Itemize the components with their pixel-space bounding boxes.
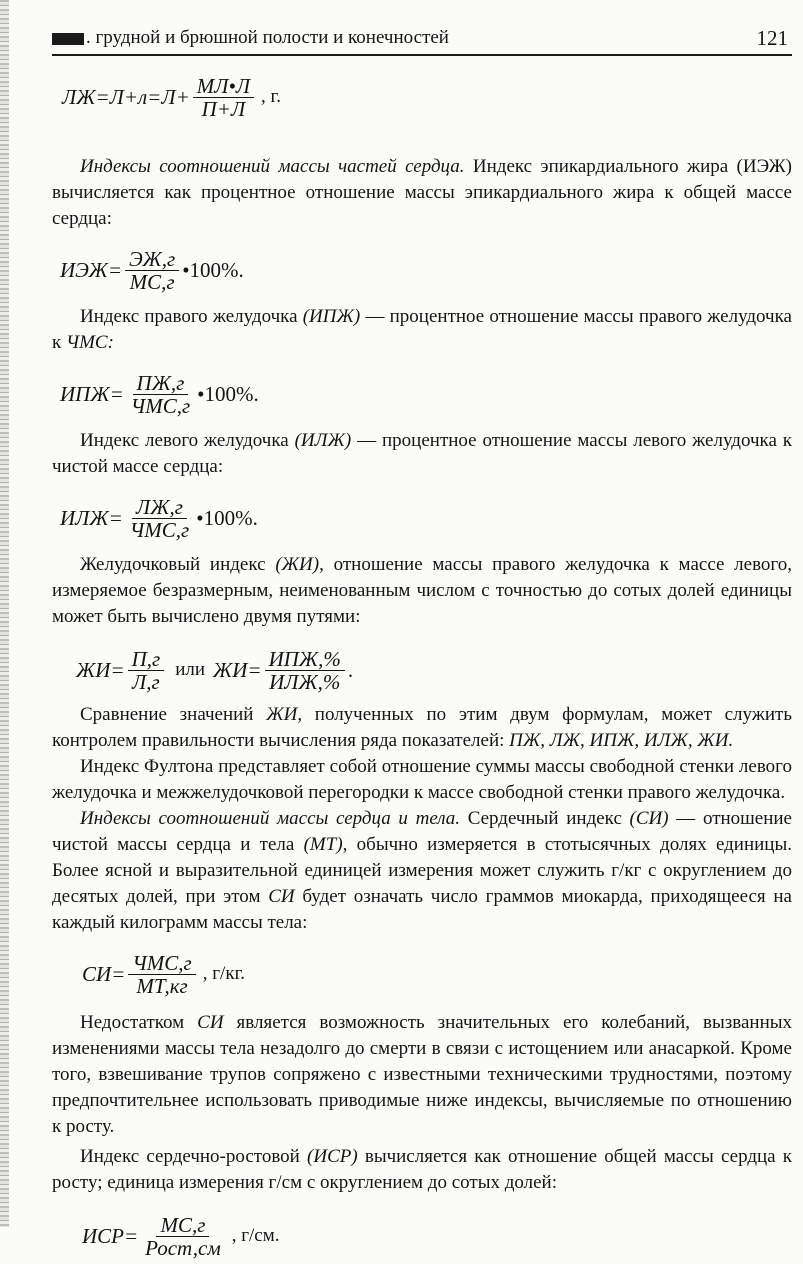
fraction-numerator: ЛЖ,г [132,496,187,519]
text: является возможность значительных его колебаний, вызванных изменениями массы тела незадолго до смерти в связи с истощением или анасаркой. Кроме того, взвешивание трупов сопряжено с известными техническими трудностями, поэтому предпочтительнее использовать приводимые ниже индексы, вычисляемые по отношению к росту. [52,1012,792,1137]
formula-lhs: ЖИ= [213,657,262,682]
fraction-denominator: Л,г [132,669,160,694]
text: — процентное отношение массы левого желудочка к чистой массе сердца: [52,430,792,477]
fraction-denominator: П+Л [201,96,246,121]
formula-lhs: СИ= [82,961,126,986]
abbr: (МТ) [303,834,343,855]
abbr: СИ [268,886,295,907]
text: Индекс Фултона представляет собой отношение суммы массы свободной стенки левого желудочка и межжелудочковой перегородки к массе свободной стенки правого желудочка. [52,756,792,803]
fraction [128,952,195,997]
text: , обычно измеряется в стотысячных долях единицы. Более ясной и выразительной единицей измерения может служить г/кг с округлением до десятых долей, при этом [52,834,792,907]
text: Сравнение значений [80,704,267,725]
fraction-numerator: ИПЖ,% [265,648,345,671]
fraction [125,248,179,293]
fraction-denominator: МТ,кг [136,973,188,998]
paragraph-ilzh [52,428,792,480]
text: — отношение чистой массы сердца и тела [52,808,792,855]
fraction-numerator: МЛ•Л [193,75,254,98]
text: Индекс сердечно-ростовой [80,1146,308,1167]
formula-end: . [347,657,354,682]
paragraph-zhi-check [52,702,792,754]
fraction-numerator: ПЖ,г [133,372,189,395]
formula-rhs: •100%. [197,381,259,406]
formula-zhi [76,642,792,698]
abbr: ЧМС: [65,332,114,353]
formula-connector: или [175,659,206,680]
text: Недостатком [80,1012,198,1033]
fraction [265,648,345,693]
text: , полученных по этим двум формулам, может служить контролем правильности вычисления ряда показателей: [52,704,792,751]
formula-si [82,946,792,1002]
page-binding-edge [0,0,9,1227]
formula-lhs: ЛЖ=Л+л=Л+ [62,84,190,109]
formula-rhs: •100%. [182,257,244,282]
fraction-denominator: ЧМС,г [130,393,191,418]
text: Индекс правого желудочка [80,306,303,327]
fraction-denominator: ИЛЖ,% [269,669,341,694]
fraction-numerator: ЧМС,г [128,952,195,975]
text: Индекс левого желудочка [80,430,295,451]
abbr: (ИЛЖ) [294,430,352,451]
fraction [193,75,254,120]
fraction-denominator: Рост,см [145,1235,221,1260]
paragraph-si-drawback [52,1010,792,1140]
page-number: 121 [756,26,788,50]
fraction-denominator: МС,г [129,269,175,294]
formula-lhs: ИСР= [82,1223,139,1248]
book-page [52,22,792,1264]
formula-ilzh [60,490,792,546]
formula-iezh [60,242,792,298]
paragraph-zhi [52,552,792,630]
abbr: ПЖ, ЛЖ, ИПЖ, ИЛЖ, ЖИ. [509,730,734,751]
running-header [52,22,792,56]
formula-lhs: ИЭЖ= [60,257,123,282]
formula-ipzh [60,366,792,422]
abbr: СИ [197,1012,224,1033]
text: Желудочковый индекс [80,554,276,575]
abbr: (ЖИ) [275,554,320,575]
paragraph-fulton [52,754,792,806]
fraction [141,1214,225,1259]
fraction-numerator: ЭЖ,г [125,248,179,271]
formula-lhs: ИПЖ= [60,381,124,406]
paragraph-cardiac-indices [52,154,792,232]
formula-isr [82,1208,792,1264]
abbr: (ИПЖ) [302,306,361,327]
text: Сердечный индекс [460,808,630,829]
section-lead: Индексы соотношений массы частей сердца. [80,156,465,177]
formula-unit: , г. [261,86,281,107]
fraction [128,648,165,693]
paragraph-heart-body [52,806,792,936]
paragraph-ipzh [52,304,792,356]
formula-lzh [62,70,792,124]
text: — процентное отношение массы правого желудочка к [52,306,792,353]
fraction-numerator: П,г [128,648,165,671]
text: будет означать число граммов миокарда, приходящееся на каждый килограмм массы тела: [52,886,792,933]
paragraph-text: Индекс эпикардиального жира (ИЭЖ) вычисляется как процентное отношение массы эпикардиального жира к общей массе сердца: [52,156,792,229]
formula-rhs: •100%. [196,505,258,530]
fraction-numerator: МС,г [156,1214,209,1237]
formula-lhs: ЖИ= [76,657,125,682]
formula-unit: , г/кг. [202,963,245,984]
fraction [126,496,193,541]
formula-lhs: ИЛЖ= [60,505,123,530]
formula-unit: , г/см. [231,1225,280,1246]
header-title: . грудной и брюшной полости и конечностей [86,27,449,48]
section-lead: Индексы соотношений массы сердца и тела. [80,808,461,829]
abbr: (СИ) [629,808,669,829]
paragraph-isr [52,1144,792,1196]
fraction-denominator: ЧМС,г [129,517,190,542]
fraction [127,372,194,417]
abbr: (ИСР) [307,1146,358,1167]
text: , отношение массы правого желудочка к массе левого, измеряемое безразмерным, неименованным числом с точностью до сотых долей единицы может быть вычислено двумя путями: [52,554,792,627]
header-marker [52,33,84,45]
abbr: ЖИ [266,704,298,725]
text: вычисляется как отношение общей массы сердца к росту; единица измерения г/см с округлением до сотых долей: [52,1146,792,1193]
